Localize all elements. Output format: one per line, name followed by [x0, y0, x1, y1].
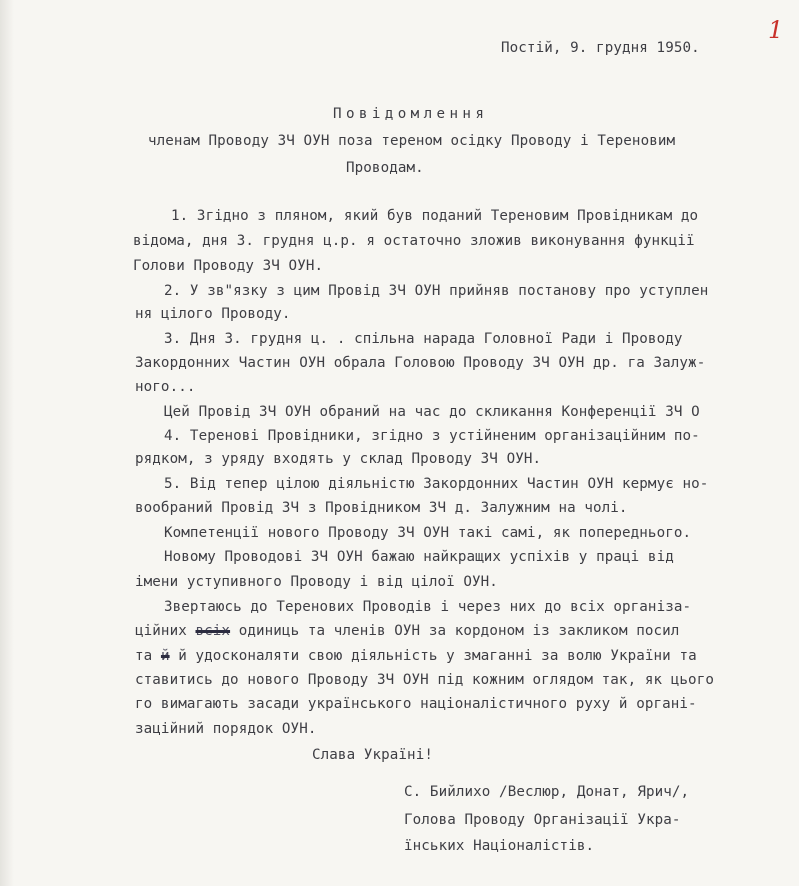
body-line: імени уступивного Проводу і від цілої ОУН. — [135, 574, 498, 590]
archive-page-number: 1 — [768, 16, 784, 44]
signature-line-name: С. Бийлихо /Веслюр, Донат, Ярич/, — [404, 784, 690, 800]
body-line: вообраний Провід ЗЧ з Провідником ЗЧ д. Залужним на чолі. — [135, 500, 628, 516]
document-title: Повідомлення — [333, 106, 489, 122]
body-text-segment: ційних — [135, 623, 196, 639]
body-line: Новому Проводові ЗЧ ОУН бажаю найкращих успіхів у праці від — [164, 549, 674, 565]
signature-line-title: Голова Проводу Організації Укра- — [404, 812, 681, 828]
body-line: 5. Від тепер цілою діяльністю Закордонних Частин ОУН кермує но- — [164, 476, 709, 492]
body-line: Компетенції нового Проводу ЗЧ ОУН такі самі, як попереднього. — [164, 525, 692, 541]
body-line: го вимагають засади українського націоналістичного руху й органі- — [135, 696, 697, 712]
document-subtitle-line-1: членам Проводу ЗЧ ОУН поза тереном осідку Проводу і Тереновим — [148, 133, 676, 149]
body-line: заційний порядок ОУН. — [135, 721, 317, 737]
signature-line-organization: їнських Націоналістів. — [404, 838, 595, 854]
body-line: 4. Теренові Провідники, згідно з устійненим організаційним по- — [164, 428, 700, 444]
body-line: ного... — [135, 379, 196, 395]
struck-out-word: всіх — [195, 623, 231, 639]
date-line: Постій, 9. грудня 1950. — [501, 40, 700, 56]
body-line: Звертаюсь до Теренових Проводів і через них до всіх організа- — [164, 599, 692, 615]
body-line: Закордонних Частин ОУН обрала Головою Проводу ЗЧ ОУН др. га Залуж- — [135, 355, 706, 371]
body-line-with-strikeout — [135, 646, 697, 666]
struck-out-word: й — [160, 648, 170, 664]
body-text-segment: й удосконаляти свою діяльність у змаганні за волю України та — [169, 648, 697, 664]
salutation: Слава Україні! — [312, 747, 433, 763]
body-line: 1. Згідно з пляном, який був поданий Тереновим Провідникам до — [171, 208, 699, 224]
body-line: рядком, з уряду входять у склад Проводу ЗЧ ОУН. — [135, 451, 542, 467]
body-text-segment: та — [135, 648, 161, 664]
body-line-with-strikeout — [135, 621, 679, 641]
body-line: 2. У зв"язку з цим Провід ЗЧ ОУН прийняв постанову про уступлен — [164, 283, 709, 299]
body-line: ставитись до нового Проводу ЗЧ ОУН під кожним оглядом так, як цього — [135, 672, 714, 688]
body-line: Цей Провід ЗЧ ОУН обраний на час до скликання Конференції ЗЧ О — [164, 404, 700, 420]
body-line: відома, дня 3. грудня ц.р. я остаточно зложив виконування функції — [133, 233, 695, 249]
body-line: 3. Дня 3. грудня ц. . спільна нарада Головної Ради і Проводу — [164, 331, 683, 347]
document-subtitle-line-2: Проводам. — [346, 160, 424, 176]
body-line: ня цілого Проводу. — [135, 306, 291, 322]
body-text-segment: одиниць та членів ОУН за кордоном із закликом посил — [230, 623, 680, 639]
body-line: Голови Проводу ЗЧ ОУН. — [133, 258, 324, 274]
